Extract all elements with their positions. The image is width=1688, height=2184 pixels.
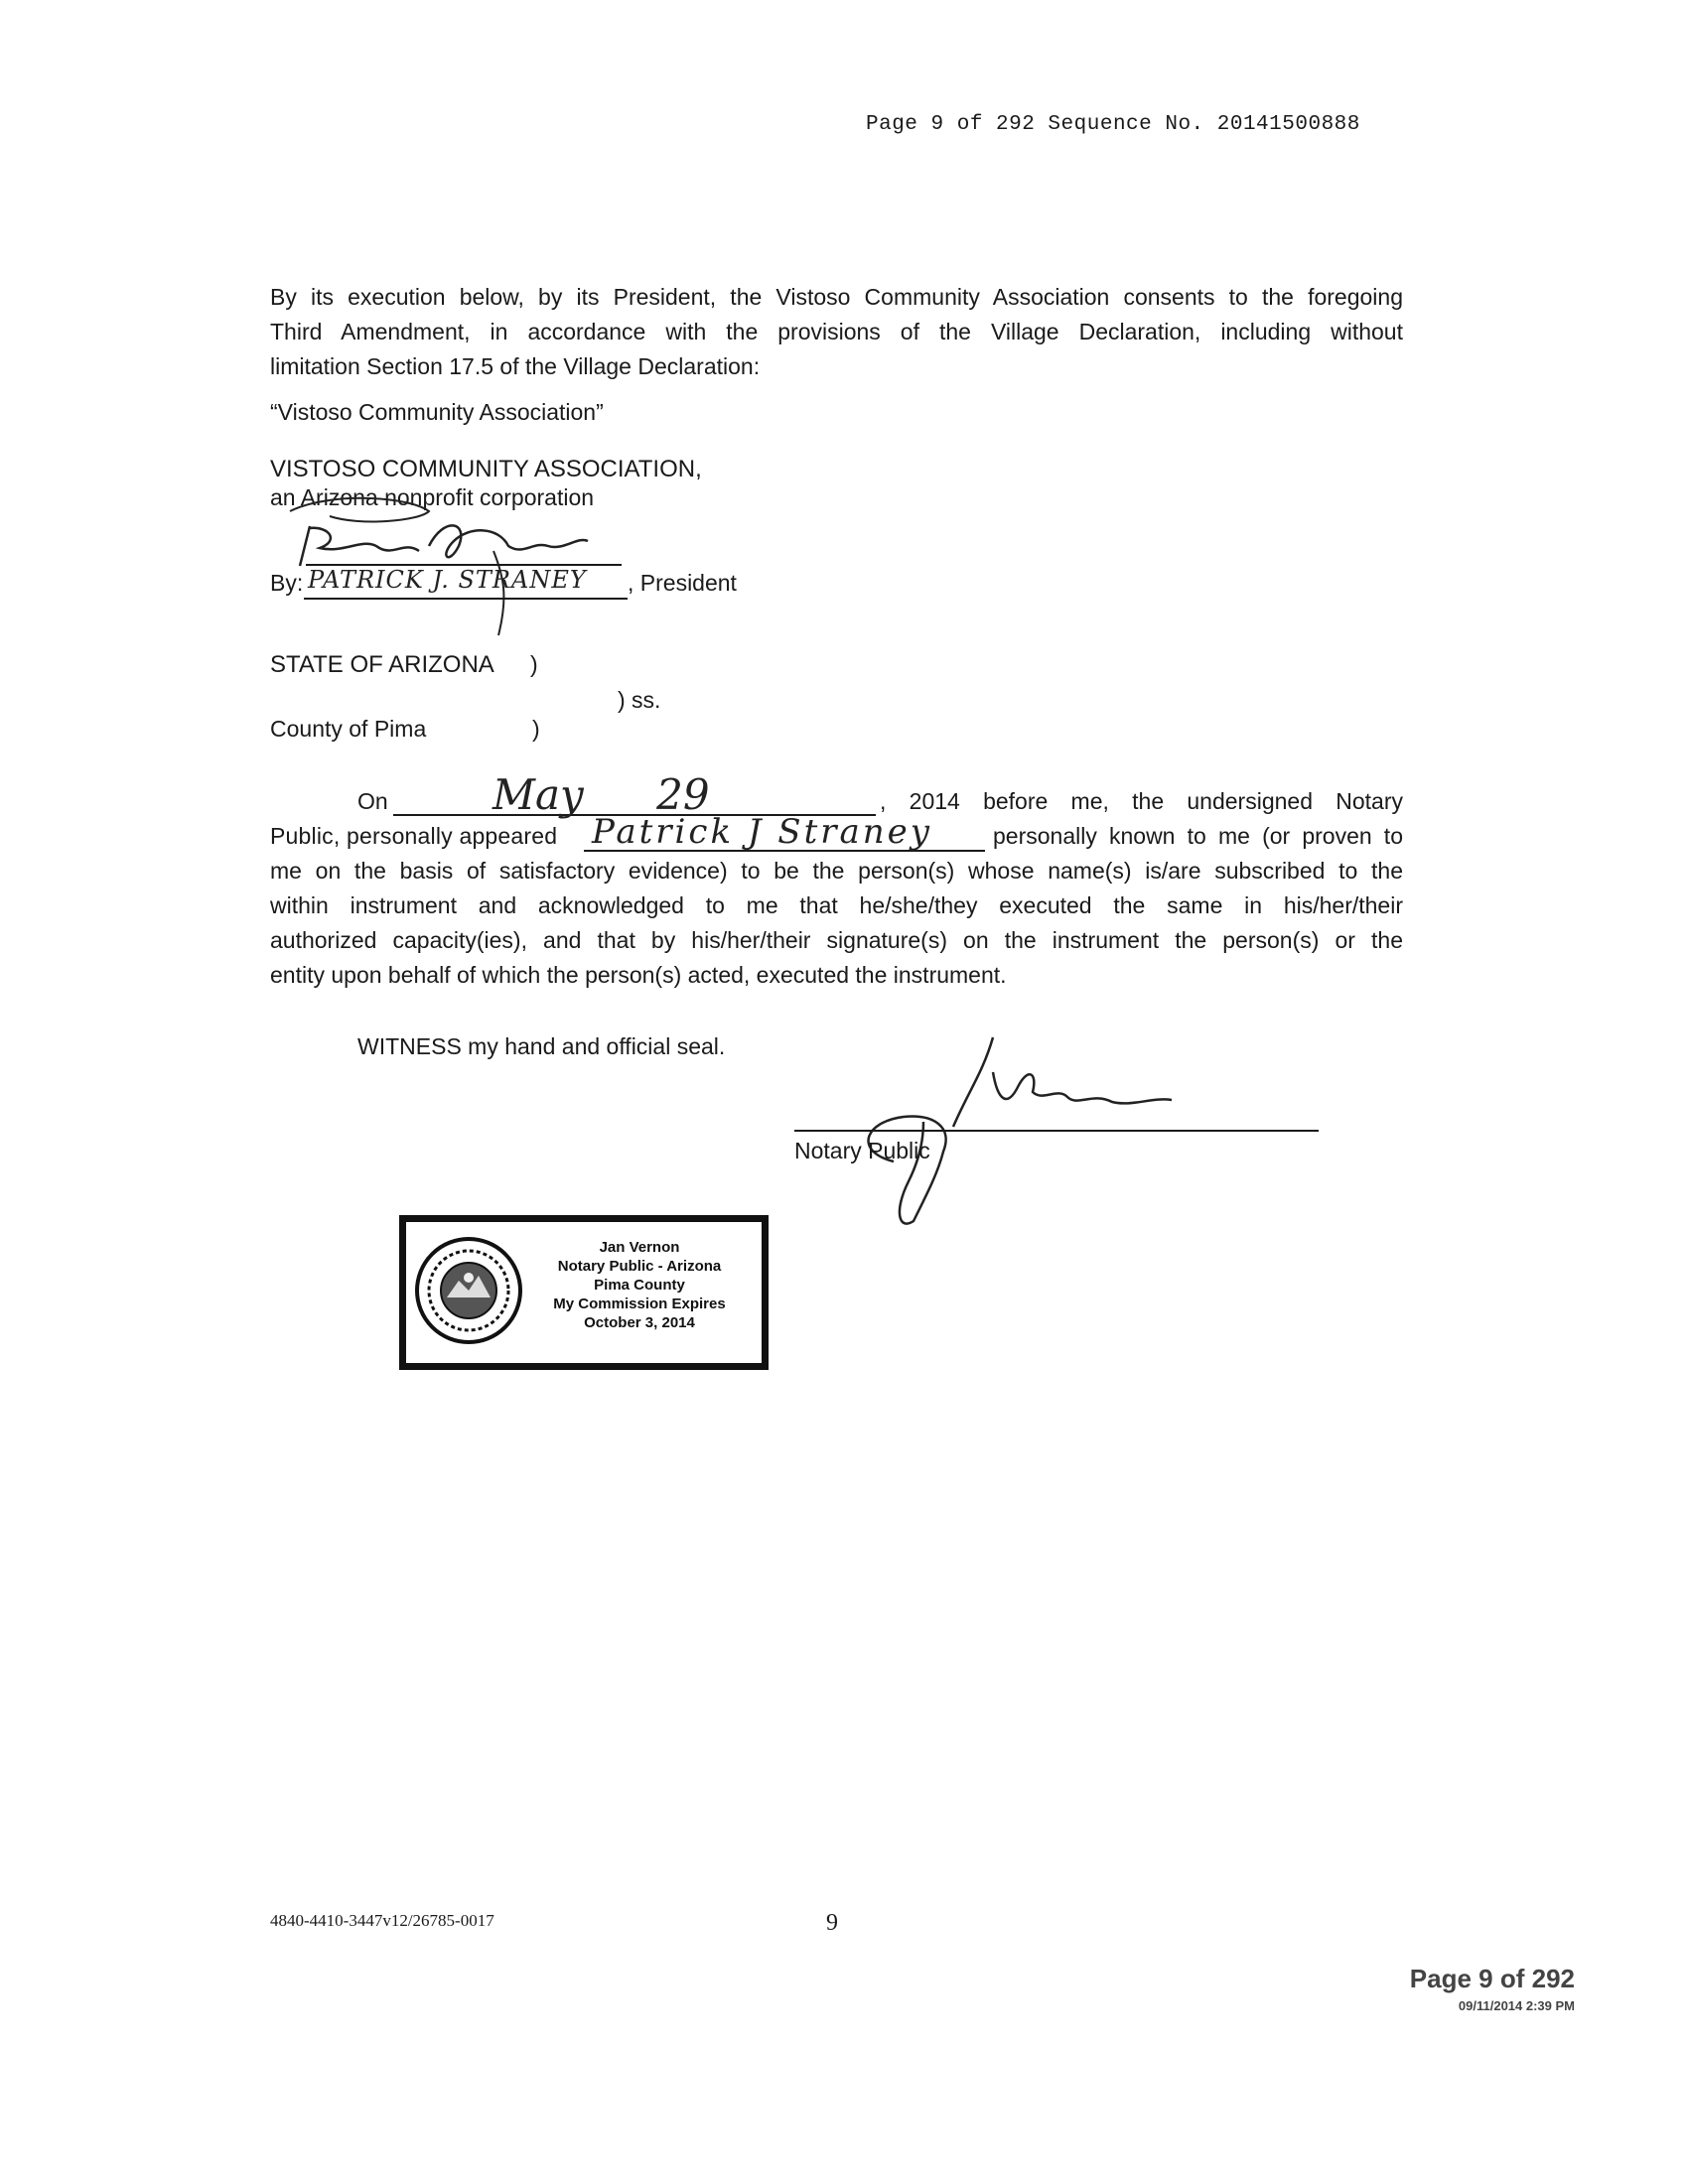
ack-line-5: authorized capacity(ies), and that by his/her/their signature(s) on the instrument the person(s) or the [270,927,1403,953]
entity-name: VISTOSO COMMUNITY ASSOCIATION, [270,456,702,482]
stamp-line-3: Pima County [594,1277,685,1294]
state-label: STATE OF ARIZONA [270,651,494,678]
page-sequence-header: Page 9 of 292 Sequence No. 20141500888 [866,113,1360,136]
footer-timestamp: 09/11/2014 2:39 PM [1458,1998,1575,2013]
stamp-line-4: My Commission Expires [553,1296,726,1312]
entity-type: an Arizona nonprofit corporation [270,484,595,510]
by-label: By: [270,570,304,596]
county-label: County of Pima [270,716,427,742]
ack-year-text: , 2014 before me, the undersigned Notary [880,788,1403,814]
witness-text: WITNESS my hand and official seal. [357,1033,726,1059]
consent-line-2: Third Amendment, in accordance with the provisions of the Village Declaration, including without [270,319,1403,344]
appeared-name-handwritten: Patrick J Straney [592,812,933,852]
by-name-underline [304,598,628,600]
ack-known-text: personally known to me (or proven to [993,823,1403,849]
arizona-seal-icon [414,1236,523,1345]
consent-line-1: By its execution below, by its President, the Vistoso Community Association consents to the foregoing [270,284,1403,310]
ack-on-label: On [357,788,388,814]
stamp-line-2: Notary Public - Arizona [557,1258,722,1275]
stamp-line-5: October 3, 2014 [584,1314,695,1331]
consent-paragraph [270,280,1403,384]
printed-name-handwritten: PATRICK J. STRANEY [308,566,587,594]
state-paren: ) [530,651,538,677]
notary-stamp [399,1215,769,1370]
footer-doc-id: 4840-4410-3447v12/26785-0017 [270,1911,494,1930]
stamp-text [525,1238,754,1332]
ack-line-4: within instrument and acknowledged to me that he/she/they executed the same in his/her/their [270,892,1403,918]
footer-page-of: Page 9 of 292 [1409,1964,1575,1993]
notary-signature-line [794,1130,1319,1132]
ack-body [270,854,1403,993]
president-title: , President [628,570,737,596]
ss-label: ) ss. [618,687,661,713]
ack-line-3: me on the basis of satisfactory evidence) to be the person(s) whose name(s) is/are subscribed to the [270,858,1403,884]
quoted-association-name: “Vistoso Community Association” [270,399,604,425]
ack-public-label: Public, personally appeared [270,823,558,849]
consent-line-3: limitation Section 17.5 of the Village Declaration: [270,353,761,379]
stamp-line-1: Jan Vernon [599,1239,680,1256]
ack-line-6: entity upon behalf of which the person(s) acted, executed the instrument. [270,962,1007,988]
county-paren: ) [532,716,540,742]
notary-public-label: Notary Public [794,1138,930,1163]
footer-page-number: 9 [826,1910,838,1936]
date-handwritten: May 29 [492,770,710,819]
